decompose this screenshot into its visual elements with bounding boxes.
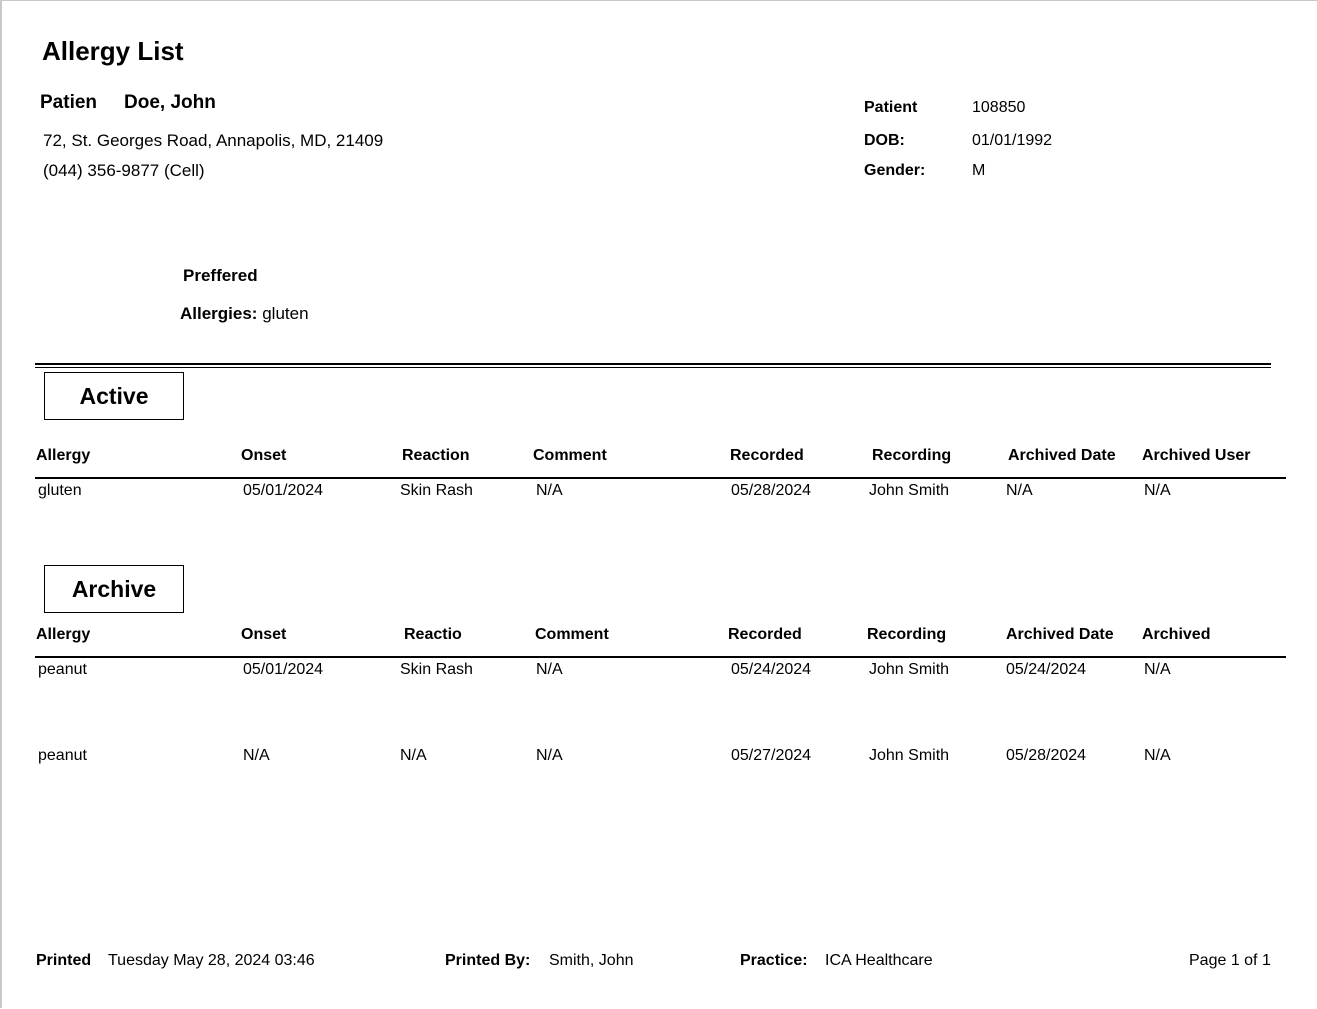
active-col-comment: Comment (533, 447, 607, 464)
patient-name: Doe, John (124, 92, 216, 113)
cell-allergy: gluten (38, 482, 82, 499)
printed-value: Tuesday May 28, 2024 03:46 (108, 952, 315, 969)
patient-phone: (044) 356-9877 (Cell) (43, 161, 205, 180)
cell-archived-date: 05/24/2024 (1006, 661, 1087, 678)
section-divider (35, 363, 1271, 368)
cell-reaction: Skin Rash (400, 661, 473, 678)
printed-by-label: Printed By: (445, 952, 531, 969)
archive-section-title: Archive (44, 565, 184, 613)
cell-archived: N/A (1144, 747, 1171, 764)
cell-allergy: peanut (38, 747, 87, 764)
archive-header-rule (35, 656, 1286, 658)
active-col-archived-user: Archived User (1142, 447, 1251, 464)
cell-comment: N/A (536, 482, 563, 499)
cell-recorded: 05/24/2024 (731, 661, 812, 678)
archive-col-archived: Archived (1142, 626, 1211, 643)
active-col-reaction: Reaction (402, 447, 470, 464)
cell-recorded: 05/28/2024 (731, 482, 812, 499)
cell-reaction: Skin Rash (400, 482, 473, 499)
patient-address: 72, St. Georges Road, Annapolis, MD, 21409 (43, 131, 384, 150)
preferred-allergies-value: gluten (262, 304, 309, 323)
cell-reaction: N/A (400, 747, 427, 764)
archive-col-recording: Recording (867, 626, 947, 643)
active-col-recorded: Recorded (730, 447, 804, 464)
gender-label: Gender: (864, 162, 926, 179)
active-col-archived-date: Archived Date (1008, 447, 1116, 464)
printed-label: Printed (36, 952, 92, 969)
active-col-recording: Recording (872, 447, 952, 464)
active-col-onset: Onset (241, 447, 287, 464)
gender-value: M (972, 162, 986, 179)
cell-onset: 05/01/2024 (243, 482, 324, 499)
cell-comment: N/A (536, 661, 563, 678)
cell-recording: John Smith (869, 482, 950, 499)
archive-col-allergy: Allergy (36, 626, 91, 643)
active-col-allergy: Allergy (36, 447, 91, 464)
preferred-label: Preffered (183, 266, 258, 285)
archive-col-comment: Comment (535, 626, 609, 643)
active-header-rule (35, 477, 1286, 479)
practice-value: ICA Healthcare (825, 952, 933, 969)
printed-by-value: Smith, John (549, 952, 634, 969)
cell-recording: John Smith (869, 747, 950, 764)
preferred-allergies (180, 304, 309, 324)
cell-archived-date: N/A (1006, 482, 1033, 499)
cell-archived-date: 05/28/2024 (1006, 747, 1087, 764)
cell-allergy: peanut (38, 661, 87, 678)
cell-archived: N/A (1144, 661, 1171, 678)
dob-label: DOB: (864, 132, 905, 149)
dob-value: 01/01/1992 (972, 132, 1053, 149)
archive-col-archived-date: Archived Date (1006, 626, 1114, 643)
archive-col-reaction: Reactio (404, 626, 462, 643)
cell-archived-user: N/A (1144, 482, 1171, 499)
cell-recorded: 05/27/2024 (731, 747, 812, 764)
archive-col-recorded: Recorded (728, 626, 802, 643)
patient-id-label: Patient (864, 99, 918, 116)
page-number: Page 1 of 1 (1189, 952, 1271, 969)
cell-comment: N/A (536, 747, 563, 764)
archive-col-onset: Onset (241, 626, 287, 643)
report-title: Allergy List (42, 36, 184, 66)
cell-onset: 05/01/2024 (243, 661, 324, 678)
patient-name-label: Patien (40, 92, 98, 113)
cell-recording: John Smith (869, 661, 950, 678)
practice-label: Practice: (740, 952, 808, 969)
preferred-allergies-label: Allergies: (180, 304, 258, 323)
active-section-title: Active (44, 372, 184, 420)
cell-onset: N/A (243, 747, 270, 764)
patient-id-value: 108850 (972, 99, 1026, 116)
